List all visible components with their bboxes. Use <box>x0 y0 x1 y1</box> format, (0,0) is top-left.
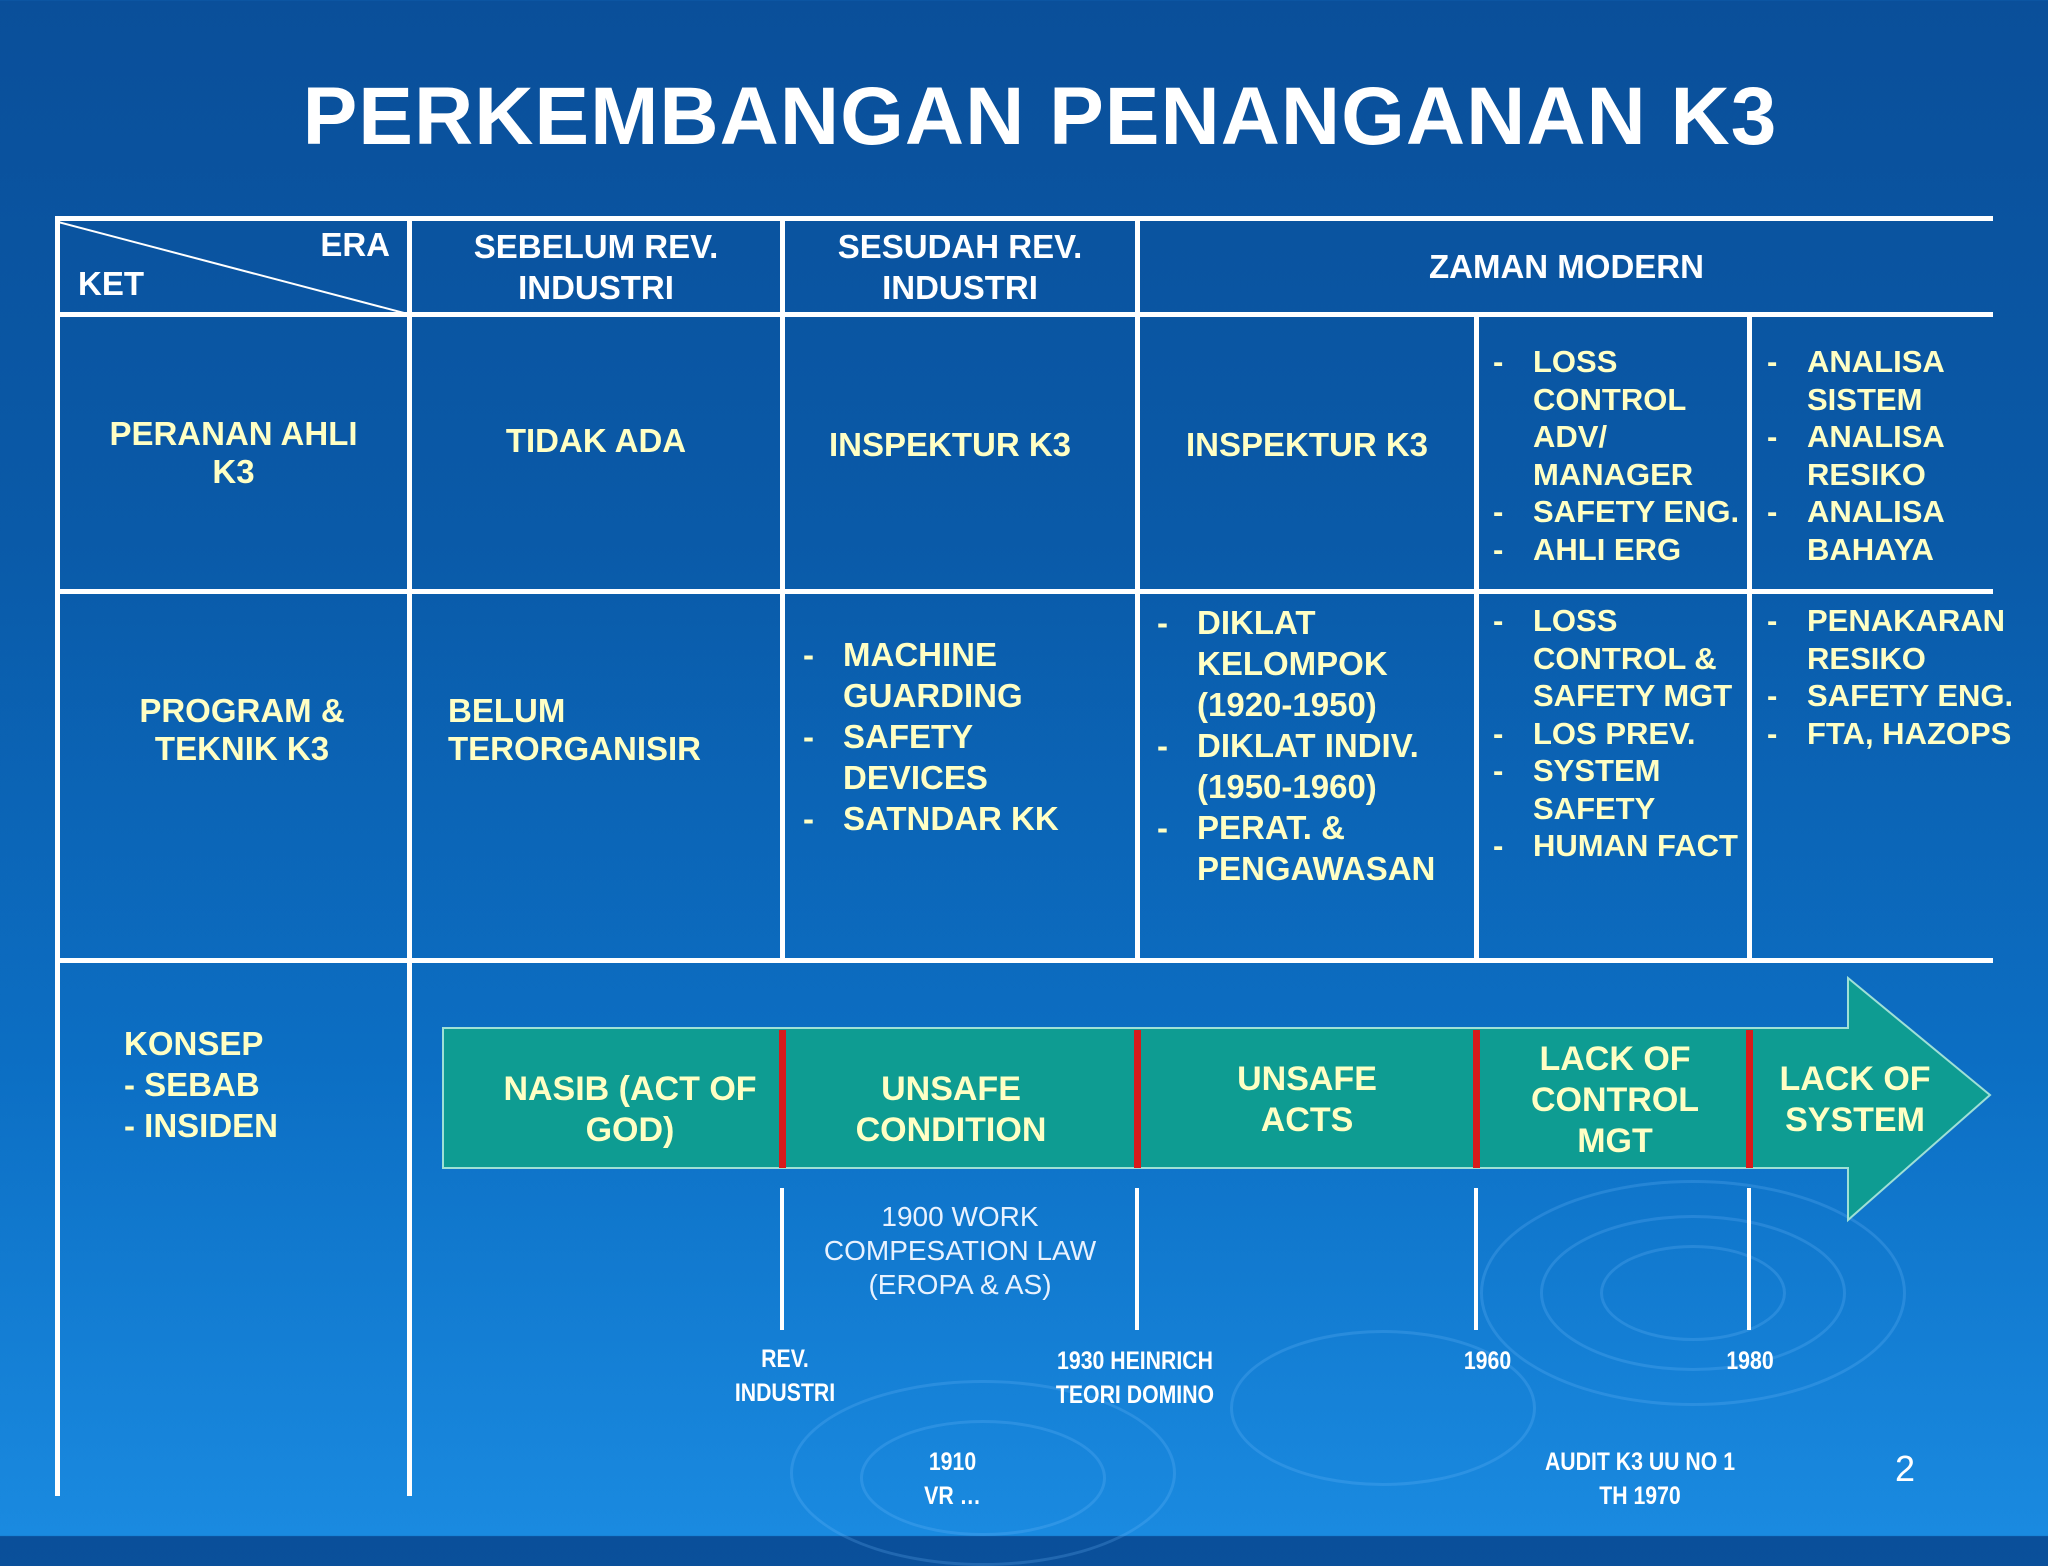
page-number: 2 <box>1895 1448 1916 1489</box>
header-ket-label: KET <box>78 265 144 302</box>
peranan-modern-2 <box>1493 343 1755 568</box>
peranan-modern-3 <box>1767 343 1967 568</box>
timeline-audit-k3: AUDIT K3 UU NO 1 TH 1970 <box>1544 1448 1736 1510</box>
list-item: - FTA, HAZOPS <box>1767 715 2027 753</box>
arrow-seg-lack-control: LACK OF CONTROL MGT <box>1530 1039 1700 1160</box>
arrow-seg-unsafe-condition: UNSAFE CONDITION <box>855 1070 1047 1149</box>
timeline-tick <box>1474 1188 1478 1330</box>
arrow-divider-red <box>1134 1030 1141 1168</box>
timeline-1980: 1980 <box>1726 1347 1774 1375</box>
program-sebelum-text: BELUM TERORGANISIR <box>448 692 702 767</box>
list-item: - HUMAN FACT <box>1493 827 1758 865</box>
peranan-sesudah-text: INSPEKTUR K3 <box>828 426 1072 463</box>
program-sesudah <box>803 634 1103 839</box>
timeline-tick <box>1747 1188 1751 1330</box>
timeline-tick <box>1135 1188 1139 1330</box>
peranan-sebelum-text: TIDAK ADA <box>505 422 687 459</box>
list-item: - DIKLAT KELOMPOK (1920-1950) <box>1157 602 1457 725</box>
list-item: - SAFETY DEVICES <box>803 716 1103 798</box>
peranan-modern-1 <box>1140 317 1474 573</box>
timeline-rev-industri: REV. INDUSTRI <box>734 1345 836 1407</box>
row-label-program-text: PROGRAM & TEKNIK K3 <box>139 692 345 767</box>
list-item: - SAFETY ENG. <box>1493 493 1755 531</box>
peranan-modern-1-text: INSPEKTUR K3 <box>1185 426 1429 463</box>
row1-bottom-border <box>55 589 1993 594</box>
arrow-seg-lack-system: LACK OF SYSTEM <box>1779 1060 1931 1139</box>
header-era-label: ERA <box>320 226 390 263</box>
header-sesudah-rev-industri <box>785 221 1135 312</box>
list-item: - PENAKARAN RESIKO <box>1767 602 2027 677</box>
ripple-decoration <box>1600 1245 1786 1341</box>
program-modern-1 <box>1157 602 1457 889</box>
row-label-konsep <box>124 1023 384 1146</box>
list-item: - DIKLAT INDIV. (1950-1960) <box>1157 725 1457 807</box>
row-label-program <box>112 692 372 768</box>
list-item: - LOSS CONTROL ADV/ MANAGER <box>1493 343 1755 493</box>
list-item: - PERAT. & PENGAWASAN <box>1157 807 1457 889</box>
arrow-divider-red <box>1746 1030 1753 1168</box>
list-item: - SATNDAR KK <box>803 798 1103 839</box>
arrow-divider-red <box>779 1030 786 1168</box>
list-item: - LOSS CONTROL & SAFETY MGT <box>1493 602 1758 715</box>
list-item: - SAFETY ENG. <box>1767 677 2027 715</box>
header-col1-text: SEBELUM REV. INDUSTRI <box>473 227 719 306</box>
program-modern-2 <box>1493 602 1758 865</box>
arrow-seg-nasib: NASIB (ACT OF GOD) <box>503 1070 757 1149</box>
konsep-line: - INSIDEN <box>124 1107 279 1144</box>
program-sebelum <box>448 692 728 768</box>
page-title: PERKEMBANGAN PENANGANAN K3 <box>302 71 1778 162</box>
list-item: - ANALISA RESIKO <box>1767 418 1967 493</box>
list-item: - MACHINE GUARDING <box>803 634 1103 716</box>
timeline-1930: 1930 HEINRICH TEORI DOMINO <box>1055 1347 1215 1409</box>
peranan-sebelum <box>412 317 780 565</box>
list-item: - AHLI ERG <box>1493 531 1755 569</box>
konsep-line: KONSEP <box>124 1025 264 1062</box>
list-item: - ANALISA BAHAYA <box>1767 493 1967 568</box>
row2-bottom-border <box>55 958 1993 963</box>
header-zaman-modern <box>1140 221 1993 312</box>
arrow-divider-red <box>1473 1030 1480 1168</box>
header-sebelum-rev-industri <box>412 221 780 312</box>
timeline-1910: 1910 VR … <box>924 1448 981 1510</box>
peranan-sesudah <box>785 317 1115 573</box>
work-compensation-law-note: 1900 WORK COMPESATION LAW (EROPA & AS) <box>823 1201 1097 1300</box>
timeline-1960: 1960 <box>1463 1347 1512 1375</box>
header-col3-text: ZAMAN MODERN <box>1429 248 1704 285</box>
list-item: - ANALISA SISTEM <box>1767 343 1967 418</box>
row-label-peranan-text: PERANAN AHLI K3 <box>109 415 358 490</box>
row-label-peranan <box>60 317 407 589</box>
program-modern-3 <box>1767 602 2027 752</box>
konsep-line: - SEBAB <box>124 1066 260 1103</box>
column-divider <box>1474 312 1479 958</box>
list-item: - SYSTEM SAFETY <box>1493 752 1758 827</box>
header-col2-text: SESUDAH REV. INDUSTRI <box>837 227 1083 306</box>
list-item: - LOS PREV. <box>1493 715 1758 753</box>
timeline-tick <box>780 1188 784 1330</box>
arrow-seg-unsafe-acts: UNSAFE ACTS <box>1237 1060 1377 1139</box>
